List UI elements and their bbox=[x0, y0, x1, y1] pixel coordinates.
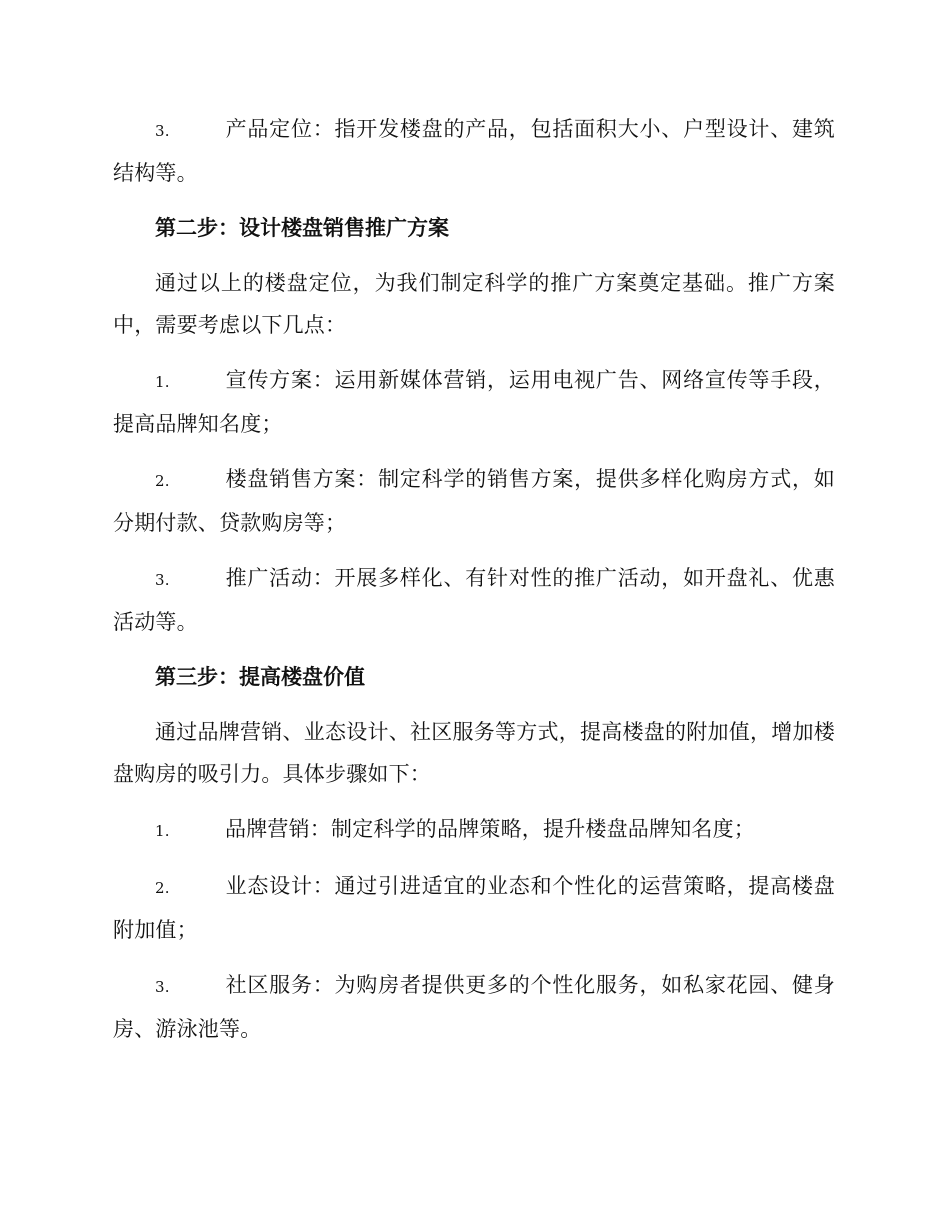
list-text: 品牌营销：制定科学的品牌策略，提升楼盘品牌知名度； bbox=[225, 817, 755, 841]
list-number: 1. bbox=[155, 373, 170, 391]
list-number: 2. bbox=[155, 472, 170, 490]
list-text: 宣传方案：运用新媒体营销，运用电视广告、网络宣传等手段，提高品牌知名度； bbox=[113, 368, 835, 436]
list-number: 3. bbox=[155, 571, 170, 589]
section-intro: 通过以上的楼盘定位，为我们制定科学的推广方案奠定基础。推广方案中，需要考虑以下几点： bbox=[113, 271, 835, 337]
section-heading: 第二步：设计楼盘销售推广方案 bbox=[155, 216, 449, 240]
list-text: 推广活动：开展多样化、有针对性的推广活动，如开盘礼、优惠活动等。 bbox=[113, 566, 835, 634]
list-item bbox=[113, 557, 835, 643]
section-intro: 通过品牌营销、业态设计、社区服务等方式，提高楼盘的附加值，增加楼盘购房的吸引力。具体步骤如下： bbox=[113, 720, 835, 786]
list-text: 社区服务：为购房者提供更多的个性化服务，如私家花园、健身房、游泳池等。 bbox=[113, 973, 835, 1041]
document-page bbox=[113, 108, 835, 1050]
list-number: 2. bbox=[155, 879, 170, 897]
list-item bbox=[113, 865, 835, 951]
list-item bbox=[113, 964, 835, 1050]
list-number: 1. bbox=[155, 822, 170, 840]
list-text: 产品定位：指开发楼盘的产品，包括面积大小、户型设计、建筑结构等。 bbox=[113, 117, 835, 185]
list-item bbox=[113, 458, 835, 544]
list-text: 楼盘销售方案：制定科学的销售方案，提供多样化购房方式，如分期付款、贷款购房等； bbox=[113, 467, 835, 535]
section-heading: 第三步：提高楼盘价值 bbox=[155, 665, 365, 689]
list-item bbox=[113, 108, 835, 194]
list-item bbox=[113, 359, 835, 445]
list-number: 3. bbox=[155, 978, 170, 996]
list-item bbox=[113, 808, 835, 852]
list-text: 业态设计：通过引进适宜的业态和个性化的运营策略，提高楼盘附加值； bbox=[113, 874, 835, 942]
list-number: 3. bbox=[155, 122, 170, 140]
